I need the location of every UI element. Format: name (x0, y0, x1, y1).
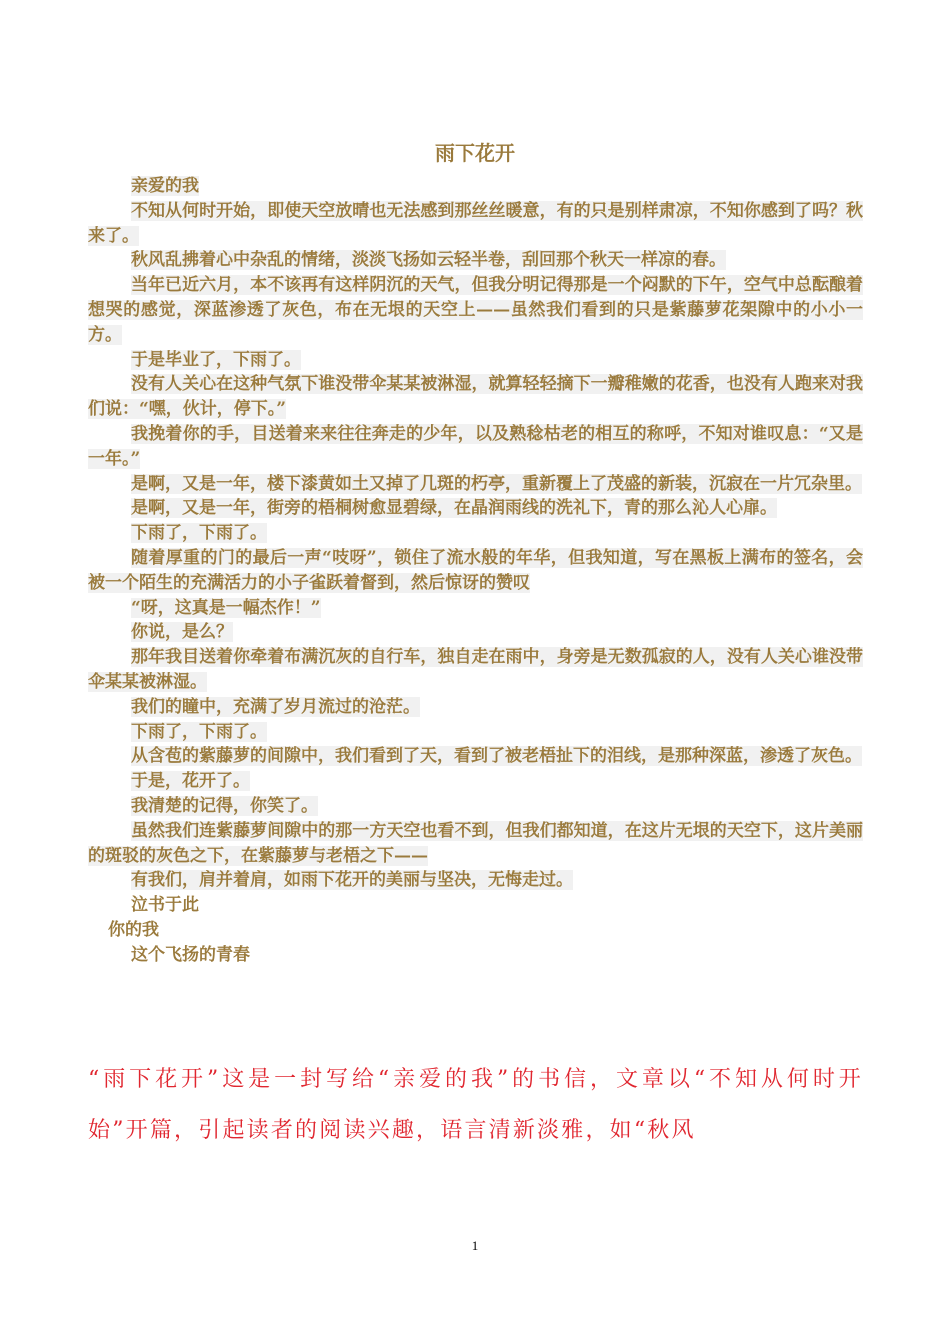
paragraph: 没有人关心在这种气氛下谁没带伞某某被淋湿，就算轻轻摘下一瓣稚嫩的花香，也没有人跑来对我们说：“嘿，伙计，停下。” (88, 374, 863, 420)
paragraph: 随着厚重的门的最后一声“吱呀”，锁住了流水般的年华，但我知道，写在黑板上满布的签名，会被一个陌生的充满活力的小子雀跃着督到，然后惊讶的赞叹 (88, 547, 863, 593)
paragraph: 那年我目送着你牵着布满沉灰的自行车，独自走在雨中，身旁是无数孤寂的人，没有人关心谁没带伞某某被淋湿。 (88, 647, 863, 692)
paragraph: “呀，这真是一幅杰作！” (131, 597, 321, 618)
essay-body (88, 174, 863, 968)
paragraph: 秋风乱拂着心中杂乱的情绪，淡淡飞扬如云轻半卷，刮回那个秋天一样凉的春。 (131, 250, 726, 271)
paragraph: 我清楚的记得，你笑了。 (131, 795, 318, 816)
paragraph-salutation: 亲爱的我 (131, 176, 199, 196)
paragraph: 于是毕业了，下雨了。 (131, 349, 301, 370)
paragraph: 我们的瞳中，充满了岁月流过的沧茫。 (131, 696, 420, 717)
paragraph: 虽然我们连紫藤萝间隙中的那一方天空也看不到，但我们都知道，在这片无垠的天空下，这片美丽的斑驳的灰色之下，在紫藤萝与老梧之下—— (88, 820, 863, 866)
paragraph: 是啊，又是一年，楼下漆黄如土又掉了几斑的朽亭，重新覆上了茂盛的新装，沉寂在一片冗杂里。 (131, 473, 862, 494)
paragraph-signature: 这个飞扬的青春 (131, 944, 250, 965)
teacher-commentary: “雨下花开”这是一封写给“亲爱的我”的书信，文章以“不知从何时开始”开篇，引起读者的阅读兴趣，语言清新淡雅，如“秋风 (88, 1067, 863, 1143)
paragraph: 下雨了，下雨了。 (131, 721, 267, 742)
paragraph: 当年已近六月，本不该再有这样阴沉的天气，但我分明记得那是一个闷默的下午，空气中总酝酿着想哭的感觉，深蓝渗透了灰色，布在无垠的天空上——虽然我们看到的只是紫藤萝花架隙中的小小一方。 (88, 275, 863, 345)
page-number: 1 (471, 1238, 479, 1253)
paragraph: 下雨了，下雨了。 (131, 523, 267, 544)
essay-title: 雨下花开 (435, 141, 515, 165)
paragraph: 是啊，又是一年，街旁的梧桐树愈显碧绿，在晶润雨线的洗礼下，青的那么沁人心扉。 (131, 498, 777, 519)
paragraph-closing: 泣书于此 (131, 895, 199, 916)
paragraph: 有我们，肩并着肩，如雨下花开的美丽与坚决，无悔走过。 (131, 870, 573, 891)
paragraph: 不知从何时开始，即使天空放晴也无法感到那丝丝暖意，有的只是别样肃凉，不知你感到了吗？秋来了。 (88, 200, 863, 246)
paragraph: 从含苞的紫藤萝的间隙中，我们看到了天，看到了被老梧扯下的泪线，是那种深蓝，渗透了灰色。 (131, 746, 862, 767)
paragraph: 你说，是么？ (131, 622, 233, 643)
paragraph: 于是，花开了。 (131, 771, 250, 792)
paragraph: 我挽着你的手，目送着来来往往奔走的少年，以及熟稔枯老的相互的称呼，不知对谁叹息：“又是一年。” (88, 423, 863, 469)
paragraph-signature: 你的我 (108, 919, 159, 940)
